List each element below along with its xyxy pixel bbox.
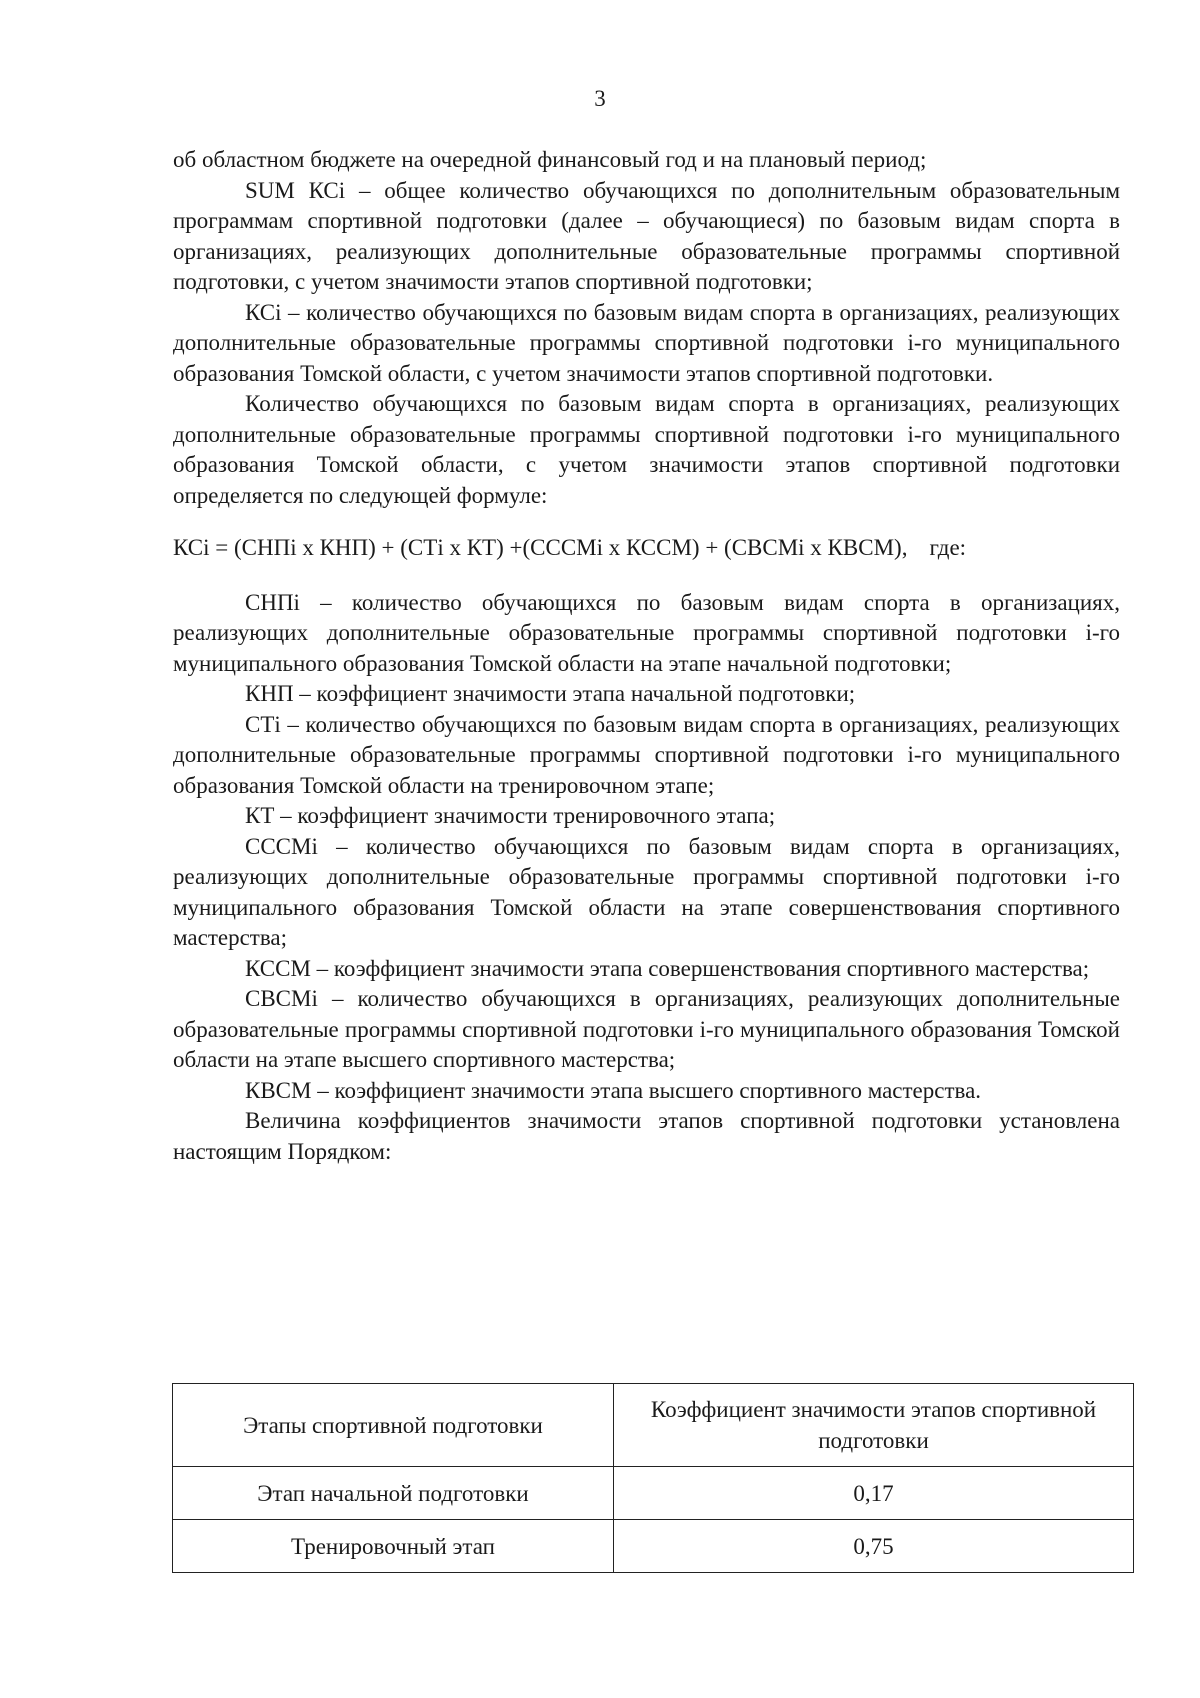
table-header-stage: Этапы спортивной подготовки	[173, 1384, 614, 1467]
coefficients-table	[172, 1383, 1134, 1573]
table-header-coefficient: Коэффициент значимости этапов спортивной подготовки	[614, 1384, 1134, 1467]
formula-where: где:	[929, 535, 967, 560]
table-cell-coefficient: 0,17	[614, 1467, 1134, 1520]
page-number: 3	[594, 86, 606, 111]
table-cell-stage: Тренировочный этап	[173, 1520, 614, 1573]
definition: КНП – коэффициент значимости этапа начальной подготовки;	[245, 681, 856, 706]
definition: КВСМ – коэффициент значимости этапа высшего спортивного мастерства.	[245, 1077, 982, 1103]
definition: КТ – коэффициент значимости тренировочного этапа;	[245, 803, 776, 828]
formula	[173, 533, 1120, 564]
definition: СССМi – количество обучающихся по базовым видам спорта в организациях, реализующих дополнительные образовательные программы спортивной подготовки i-го муниципального образования Томской области на этапе совершенствования спортивного мастерства;	[173, 833, 1120, 950]
definition: КССМ – коэффициент значимости этапа совершенствования спортивного мастерства;	[245, 955, 1090, 981]
definition: Величина коэффициентов значимости этапов спортивной подготовки установлена настоящим Порядком:	[173, 1108, 1120, 1164]
table-row	[173, 1520, 1134, 1573]
paragraph: КСi – количество обучающихся по базовым видам спорта в организациях, реализующих дополнительные образовательные программы спортивной подготовки i-го муниципального образования Томской области, с учетом значимости этапов спортивной подготовки.	[173, 299, 1120, 386]
table-cell-stage: Этап начальной подготовки	[173, 1467, 614, 1520]
paragraph: Количество обучающихся по базовым видам спорта в организациях, реализующих дополнительные образовательные программы спортивной подготовки i-го муниципального образования Томской области, с учетом значимости этапов спортивной подготовки определяется по следующей формуле:	[173, 391, 1120, 508]
paragraph: SUM КСi – общее количество обучающихся по дополнительным образовательным программам спортивной подготовки (далее – обучающиеся) по базовым видам спорта в организациях, реализующих дополнительные образовательные программы спортивной подготовки, с учетом значимости этапов спортивной подготовки;	[173, 177, 1120, 294]
definition: СТi – количество обучающихся по базовым видам спорта в организациях, реализующих дополнительные образовательные программы спортивной подготовки i-го муниципального образования Томской области на тренировочном этапе;	[173, 711, 1120, 798]
definition: СНПi – количество обучающихся по базовым видам спорта в организациях, реализующих дополнительные образовательные программы спортивной подготовки i-го муниципального образования Томской области на этапе начальной подготовки;	[173, 589, 1120, 676]
table-row	[173, 1467, 1134, 1520]
document-body	[173, 145, 1120, 1167]
definition: СВСМi – количество обучающихся в организациях, реализующих дополнительные образовательные программы спортивной подготовки i-го муниципального образования Томской области на этапе высшего спортивного мастерства;	[173, 986, 1120, 1072]
table-header-row	[173, 1384, 1134, 1467]
table-cell-coefficient: 0,75	[614, 1520, 1134, 1573]
formula-expression: КСi = (СНПi x КНП) + (СТi x КТ) +(СССМi x КССМ) + (СВСМi x КВСМ),	[173, 535, 908, 560]
paragraph: об областном бюджете на очередной финансовый год и на плановый период;	[173, 147, 927, 172]
